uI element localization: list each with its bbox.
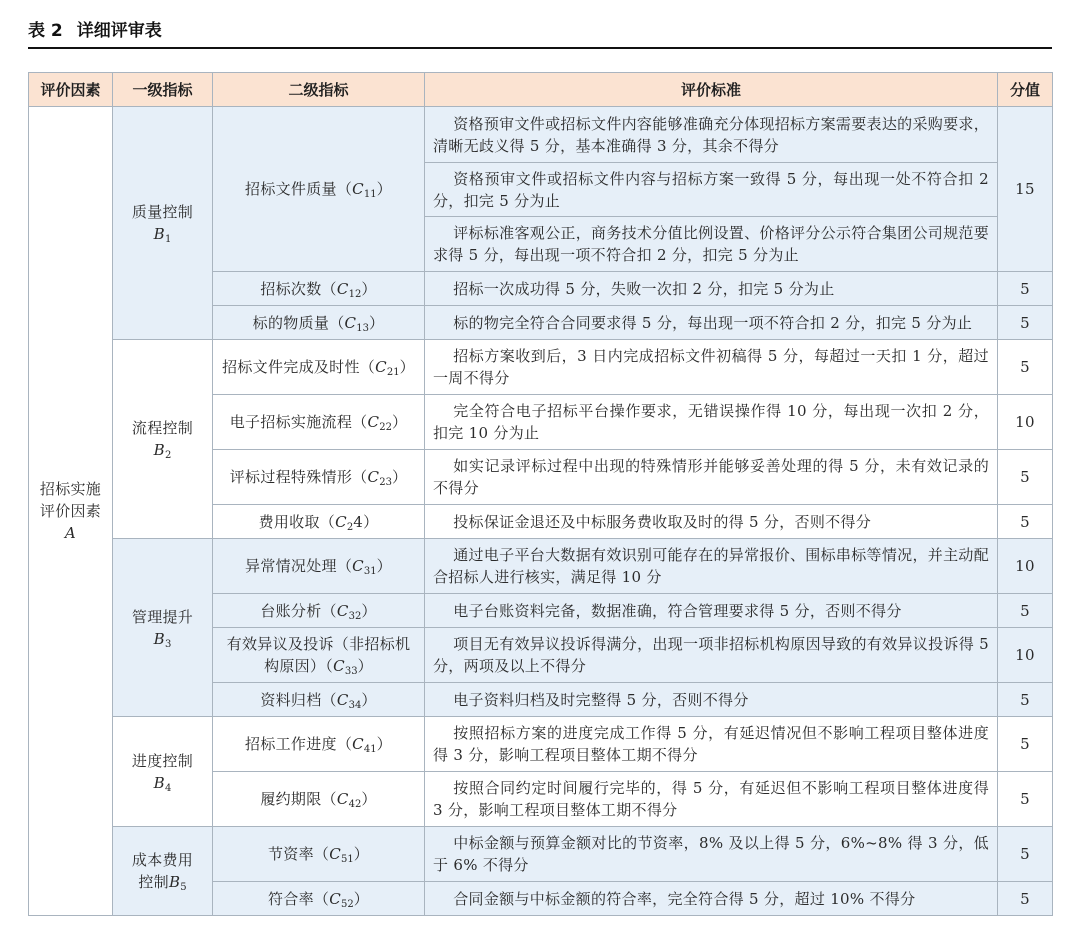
- paren-close: ）: [376, 735, 392, 753]
- paren-close: ）: [391, 468, 408, 486]
- indicator-cell: [213, 340, 425, 395]
- paren-open: （: [313, 889, 330, 908]
- indicator-cell: [213, 882, 425, 916]
- indicator-code-letter: C: [329, 889, 341, 908]
- paren-open: （: [321, 279, 337, 298]
- criterion-cell: 标的物完全符合合同要求得 5 分，每出现一项不符合扣 2 分，扣完 5 分为止: [425, 306, 998, 340]
- indicator-code-sub: 31: [363, 566, 377, 577]
- indicator-code-letter: C: [333, 657, 345, 675]
- level1-code-letter: B: [153, 441, 165, 459]
- indicator-code-letter: C: [352, 180, 364, 198]
- indicator-name: 异常情况处理: [245, 557, 337, 575]
- criterion-cell: 评标标准客观公正，商务技术分值比例设置、价格评分公示符合集团公司规范要求得 5 分，每出现一项不符合扣 2 分，扣完 5 分为止: [425, 217, 998, 272]
- paren-open: （: [352, 413, 368, 431]
- criterion-cell: 招标方案收到后，3 日内完成招标文件初稿得 5 分，每超过一天扣 1 分，超过一周不得分: [425, 340, 998, 395]
- indicator-code-letter: C: [336, 690, 349, 709]
- level1-code: [117, 223, 208, 245]
- level1-code-sub: 4: [164, 782, 172, 794]
- indicator-name: 招标文件质量: [245, 180, 337, 198]
- level1-cell: [113, 717, 213, 827]
- criterion-cell: 通过电子平台大数据有效识别可能存在的异常报价、围标串标等情况，并主动配合招标人进行核实，满足得 10 分: [425, 539, 998, 594]
- table-row: [29, 539, 1053, 594]
- factor-cell: [29, 107, 113, 916]
- indicator-cell: [213, 450, 425, 505]
- indicator-cell: [213, 594, 425, 628]
- paren-close: ）: [363, 512, 379, 531]
- paren-close: ）: [357, 657, 373, 675]
- indicator-name: 符合率: [267, 889, 314, 908]
- paren-close: ）: [361, 790, 377, 808]
- indicator-name: 招标次数: [260, 279, 322, 298]
- criterion-cell: 投标保证金退还及中标服务费收取及时的得 5 分，否则不得分: [425, 505, 998, 539]
- header-factor: 评价因素: [29, 73, 113, 107]
- indicator-name: 履约期限: [260, 790, 322, 808]
- indicator-code-sub: 2: [346, 521, 354, 533]
- score-cell: 15: [998, 107, 1053, 272]
- score-cell: 10: [998, 539, 1053, 594]
- indicator-code-sub: 13: [356, 322, 370, 334]
- indicator-code-sub: 52: [340, 898, 354, 910]
- indicator-name: 标的物质量: [252, 313, 330, 332]
- paren-close: ）: [369, 313, 385, 332]
- score-cell: 5: [998, 340, 1053, 395]
- score-cell: 5: [998, 505, 1053, 539]
- criterion-cell: 资格预审文件或招标文件内容能够准确充分体现招标方案需要表达的采购要求，清晰无歧义得 5 分，基本准确得 3 分，其余不得分: [425, 107, 998, 163]
- level1-name-line: 质量控制: [131, 203, 194, 221]
- paren-open: （: [329, 313, 345, 332]
- paren-close: ）: [391, 413, 408, 431]
- paren-open: （: [325, 657, 334, 675]
- score-cell: 5: [998, 683, 1053, 717]
- score-cell: 5: [998, 450, 1053, 505]
- header-score: 分值: [998, 73, 1053, 107]
- indicator-name: 评标过程特殊情形: [229, 468, 353, 486]
- level1-name-line: 控制: [138, 873, 169, 891]
- indicator-name: 台账分析: [260, 601, 322, 620]
- factor-name-line: 评价因素: [39, 502, 102, 520]
- paren-open: （: [313, 845, 330, 863]
- level1-code-sub: 2: [164, 450, 172, 461]
- indicator-code-letter: C: [329, 845, 341, 863]
- score-cell: 5: [998, 594, 1053, 628]
- score-cell: 5: [998, 772, 1053, 827]
- score-cell: 5: [998, 717, 1053, 772]
- factor-name-line: 招标实施: [39, 480, 102, 498]
- indicator-name: 资料归档: [260, 690, 322, 709]
- header-level1: 一级指标: [113, 73, 213, 107]
- indicator-code-sub: 12: [348, 288, 362, 300]
- paren-close: ）: [361, 690, 377, 709]
- level1-name-line: 成本费用: [131, 851, 194, 869]
- indicator-code-sub: 33: [344, 666, 358, 677]
- paren-close: ）: [361, 601, 377, 620]
- review-table: [28, 72, 1053, 916]
- indicator-cell: [213, 539, 425, 594]
- paren-open: （: [319, 512, 336, 531]
- indicator-code-letter: C: [367, 413, 380, 431]
- paren-open: （: [336, 557, 353, 575]
- criterion-cell: 完全符合电子招标平台操作要求，无错误操作得 10 分，每出现一次扣 2 分，扣完 10 分为止: [425, 395, 998, 450]
- table-row: [29, 827, 1053, 882]
- indicator-code-letter: C: [336, 601, 349, 620]
- indicator-code-letter: C: [335, 512, 347, 531]
- factor-code: [33, 522, 108, 544]
- level1-code-letter: B: [153, 773, 165, 792]
- table-row: [29, 107, 1053, 163]
- paren-open: （: [336, 735, 353, 753]
- criterion-cell: 合同金额与中标金额的符合率，完全符合得 5 分，超过 10% 不得分: [425, 882, 998, 916]
- indicator-code-letter: C: [344, 313, 357, 332]
- indicator-cell: [213, 827, 425, 882]
- table-row: [29, 717, 1053, 772]
- level1-code-sub: 1: [164, 234, 172, 245]
- indicator-code-letter: C: [336, 790, 349, 808]
- indicator-name: 有效异议及投诉（非招标机构原因）: [226, 635, 411, 675]
- indicator-code-letter: C: [352, 735, 364, 753]
- paren-open: （: [321, 601, 337, 620]
- indicator-code-letter: C: [367, 468, 380, 486]
- score-cell: 10: [998, 628, 1053, 683]
- indicator-cell: [213, 683, 425, 717]
- factor-code-letter: A: [64, 524, 77, 542]
- level1-cell: [113, 107, 213, 340]
- score-cell: 5: [998, 272, 1053, 306]
- criterion-cell: 按照招标方案的进度完成工作得 5 分，有延迟情况但不影响工程项目整体进度得 3 分，影响工程项目整体工期不得分: [425, 717, 998, 772]
- level1-cell: [113, 827, 213, 916]
- indicator-code-sub: 34: [348, 699, 362, 711]
- criterion-cell: 中标金额与预算金额对比的节资率，8% 及以上得 5 分，6%~8% 得 3 分，低于 6% 不得分: [425, 827, 998, 882]
- caption-rule: [28, 47, 1052, 49]
- criterion-cell: 如实记录评标过程中出现的特殊情形并能够妥善处理的得 5 分，未有效记录的不得分: [425, 450, 998, 505]
- level1-cell: [113, 340, 213, 539]
- indicator-code-letter: C: [336, 279, 349, 298]
- indicator-code-sub: 21: [386, 367, 400, 378]
- header-row: [29, 73, 1053, 107]
- paren-open: （: [352, 468, 368, 486]
- criterion-cell: 电子资料归档及时完整得 5 分，否则不得分: [425, 683, 998, 717]
- criterion-cell: 按照合同约定时间履行完毕的，得 5 分，有延迟但不影响工程项目整体进度得 3 分，影响工程项目整体工期不得分: [425, 772, 998, 827]
- score-cell: 5: [998, 827, 1053, 882]
- table-row: [29, 340, 1053, 395]
- score-cell: 10: [998, 395, 1053, 450]
- criterion-cell: 项目无有效异议投诉得满分，出现一项非招标机构原因导致的有效异议投诉得 5 分，两项及以上不得分: [425, 628, 998, 683]
- indicator-code-letter: C: [375, 358, 387, 376]
- indicator-code-sub: 41: [363, 744, 377, 755]
- indicator-cell: [213, 505, 425, 539]
- level1-code: [117, 439, 208, 461]
- level1-code-sub: 3: [164, 638, 172, 650]
- indicator-code-tail: 4: [353, 512, 364, 531]
- paren-close: ）: [353, 845, 370, 863]
- indicator-code-sub: 22: [379, 422, 392, 433]
- criterion-cell: 招标一次成功得 5 分，失败一次扣 2 分，扣完 5 分为止: [425, 272, 998, 306]
- level1-code-sub: 5: [180, 882, 187, 893]
- score-cell: 5: [998, 306, 1053, 340]
- level1-cell: [113, 539, 213, 717]
- paren-close: ）: [399, 358, 415, 376]
- indicator-name: 费用收取: [258, 512, 320, 531]
- header-criteria: 评价标准: [425, 73, 998, 107]
- score-cell: 5: [998, 882, 1053, 916]
- indicator-cell: [213, 395, 425, 450]
- paren-open: （: [359, 358, 376, 376]
- indicator-code-letter: C: [352, 557, 364, 575]
- indicator-code-sub: 51: [340, 854, 354, 865]
- indicator-code-sub: 11: [363, 189, 377, 200]
- level1-name-line-with-code: [117, 871, 208, 893]
- level1-code-letter: B: [153, 225, 165, 243]
- indicator-name: 招标文件完成及时性: [222, 358, 360, 376]
- indicator-name: 电子招标实施流程: [229, 413, 353, 431]
- indicator-name: 节资率: [267, 845, 314, 863]
- indicator-cell: [213, 272, 425, 306]
- level1-name-line: 管理提升: [131, 607, 194, 626]
- indicator-cell: [213, 306, 425, 340]
- level1-code-letter: B: [168, 873, 181, 891]
- level1-name-line: 进度控制: [131, 751, 194, 770]
- level1-code: [117, 628, 208, 650]
- paren-close: ）: [353, 889, 370, 908]
- level1-code: [117, 772, 208, 794]
- paren-close: ）: [376, 557, 392, 575]
- paren-close: ）: [376, 180, 392, 198]
- paren-open: （: [336, 180, 353, 198]
- paren-open: （: [321, 790, 337, 808]
- indicator-cell: [213, 717, 425, 772]
- criterion-cell: 电子台账资料完备，数据准确，符合管理要求得 5 分，否则不得分: [425, 594, 998, 628]
- indicator-cell: [213, 772, 425, 827]
- table-caption: [28, 20, 162, 42]
- criterion-cell: 资格预审文件或招标文件内容与招标方案一致得 5 分，每出现一处不符合扣 2 分，扣完 5 分为止: [425, 163, 998, 217]
- indicator-cell: [213, 107, 425, 272]
- indicator-code-sub: 32: [348, 610, 362, 622]
- level1-name-line: 流程控制: [131, 419, 194, 437]
- indicator-code-sub: 23: [379, 477, 392, 488]
- header-level2: 二级指标: [213, 73, 425, 107]
- paren-close: ）: [361, 279, 377, 298]
- indicator-name: 招标工作进度: [245, 735, 337, 753]
- level1-code-letter: B: [153, 629, 165, 648]
- table-title: 详细评审表: [76, 21, 162, 41]
- paren-open: （: [321, 690, 337, 709]
- indicator-code-sub: 42: [348, 799, 362, 810]
- table-number: 表 2: [28, 21, 63, 41]
- indicator-cell: [213, 628, 425, 683]
